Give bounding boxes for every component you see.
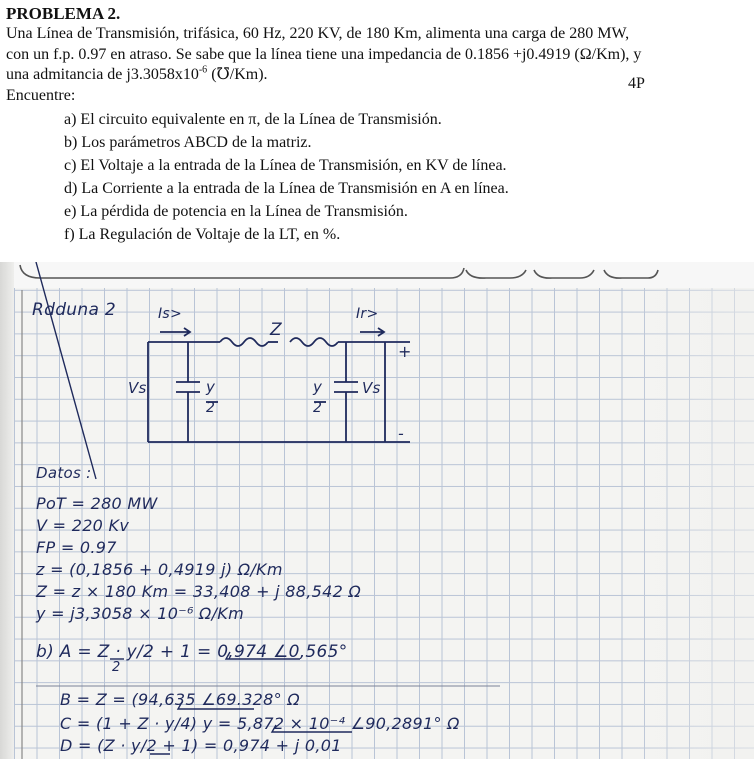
problem-statement [6, 4, 750, 246]
y-right-label: y [313, 378, 323, 396]
b-denominator: 2 [112, 660, 121, 675]
datos-line: Z = z × 180 Km = 33,408 + j 88,542 Ω [36, 582, 361, 601]
two-right-label: 2 [313, 400, 323, 416]
problem-line-3-start: una admitancia de j3.3058x10 [6, 66, 199, 83]
ir-arrow-label: Ir> [356, 306, 379, 322]
datos-line: PoT = 280 MW [36, 494, 158, 513]
problem-line-3-end: (℧/Km). [207, 66, 268, 83]
handwritten-solution-photo [0, 262, 754, 759]
minus-sign: - [398, 424, 405, 443]
question-item: c) El Voltaje a la entrada de la Línea de Transmisión, en KV de línea. [64, 157, 507, 174]
two-left-label: 2 [206, 400, 216, 416]
notebook-tab-edges [20, 265, 658, 278]
points-value: 4P [628, 75, 645, 92]
datos-label: Datos : [36, 464, 92, 482]
heading-handwritten: Rdduna 2 [32, 300, 116, 320]
datos-line: y = j3,3058 × 10⁻⁶ Ω/Km [36, 604, 244, 623]
datos-line: z = (0,1856 + 0,4919 j) Ω/Km [36, 560, 283, 579]
is-arrow-label: Is> [158, 306, 183, 322]
datos-line: V = 220 Kv [36, 516, 130, 535]
result-line: B = Z = (94,635 ∠69.328° Ω [60, 690, 300, 709]
question-item: e) La pérdida de potencia en la Línea de Transmisión. [64, 203, 408, 220]
z-impedance-label: Z [270, 320, 282, 340]
find-label: Encuentre: [6, 86, 76, 104]
vs-label: Vs [128, 379, 147, 397]
b-parameter-a-line: b) A = Z · y/2 + 1 = 0,974 ∠0,565° [36, 642, 348, 662]
question-item: d) La Corriente a la entrada de la Línea de Transmisión en A en línea. [64, 180, 509, 197]
problem-line-2: con un f.p. 0.97 en atraso. Se sabe que la línea tiene una impedancia de 0.1856 +j0.4919 (Ω/Km), y [6, 45, 642, 63]
vr-label: Vs [362, 379, 381, 397]
problem-title: PROBLEMA 2. [6, 4, 121, 23]
plus-sign: + [398, 342, 412, 361]
question-item: a) El circuito equivalente en π, de la Línea de Transmisión. [64, 111, 442, 128]
question-item: b) Los parámetros ABCD de la matriz. [64, 134, 312, 151]
problem-line-3-exponent: -6 [198, 64, 208, 76]
y-left-label: y [206, 378, 216, 396]
question-list [6, 108, 750, 246]
result-line: D = (Z · y/2 + 1) = 0,974 + j 0,01 [60, 736, 342, 755]
result-line: C = (1 + Z · y/4) y = 5,872 × 10⁻⁴ ∠90,2891° Ω [60, 714, 460, 733]
problem-line-1: Una Línea de Transmisión, trifásica, 60 Hz, 220 KV, de 180 Km, alimenta una carga de 280 MW, [6, 25, 630, 42]
question-item: f) La Regulación de Voltaje de la LT, en %. [64, 226, 341, 243]
datos-line: FP = 0.97 [36, 538, 117, 557]
